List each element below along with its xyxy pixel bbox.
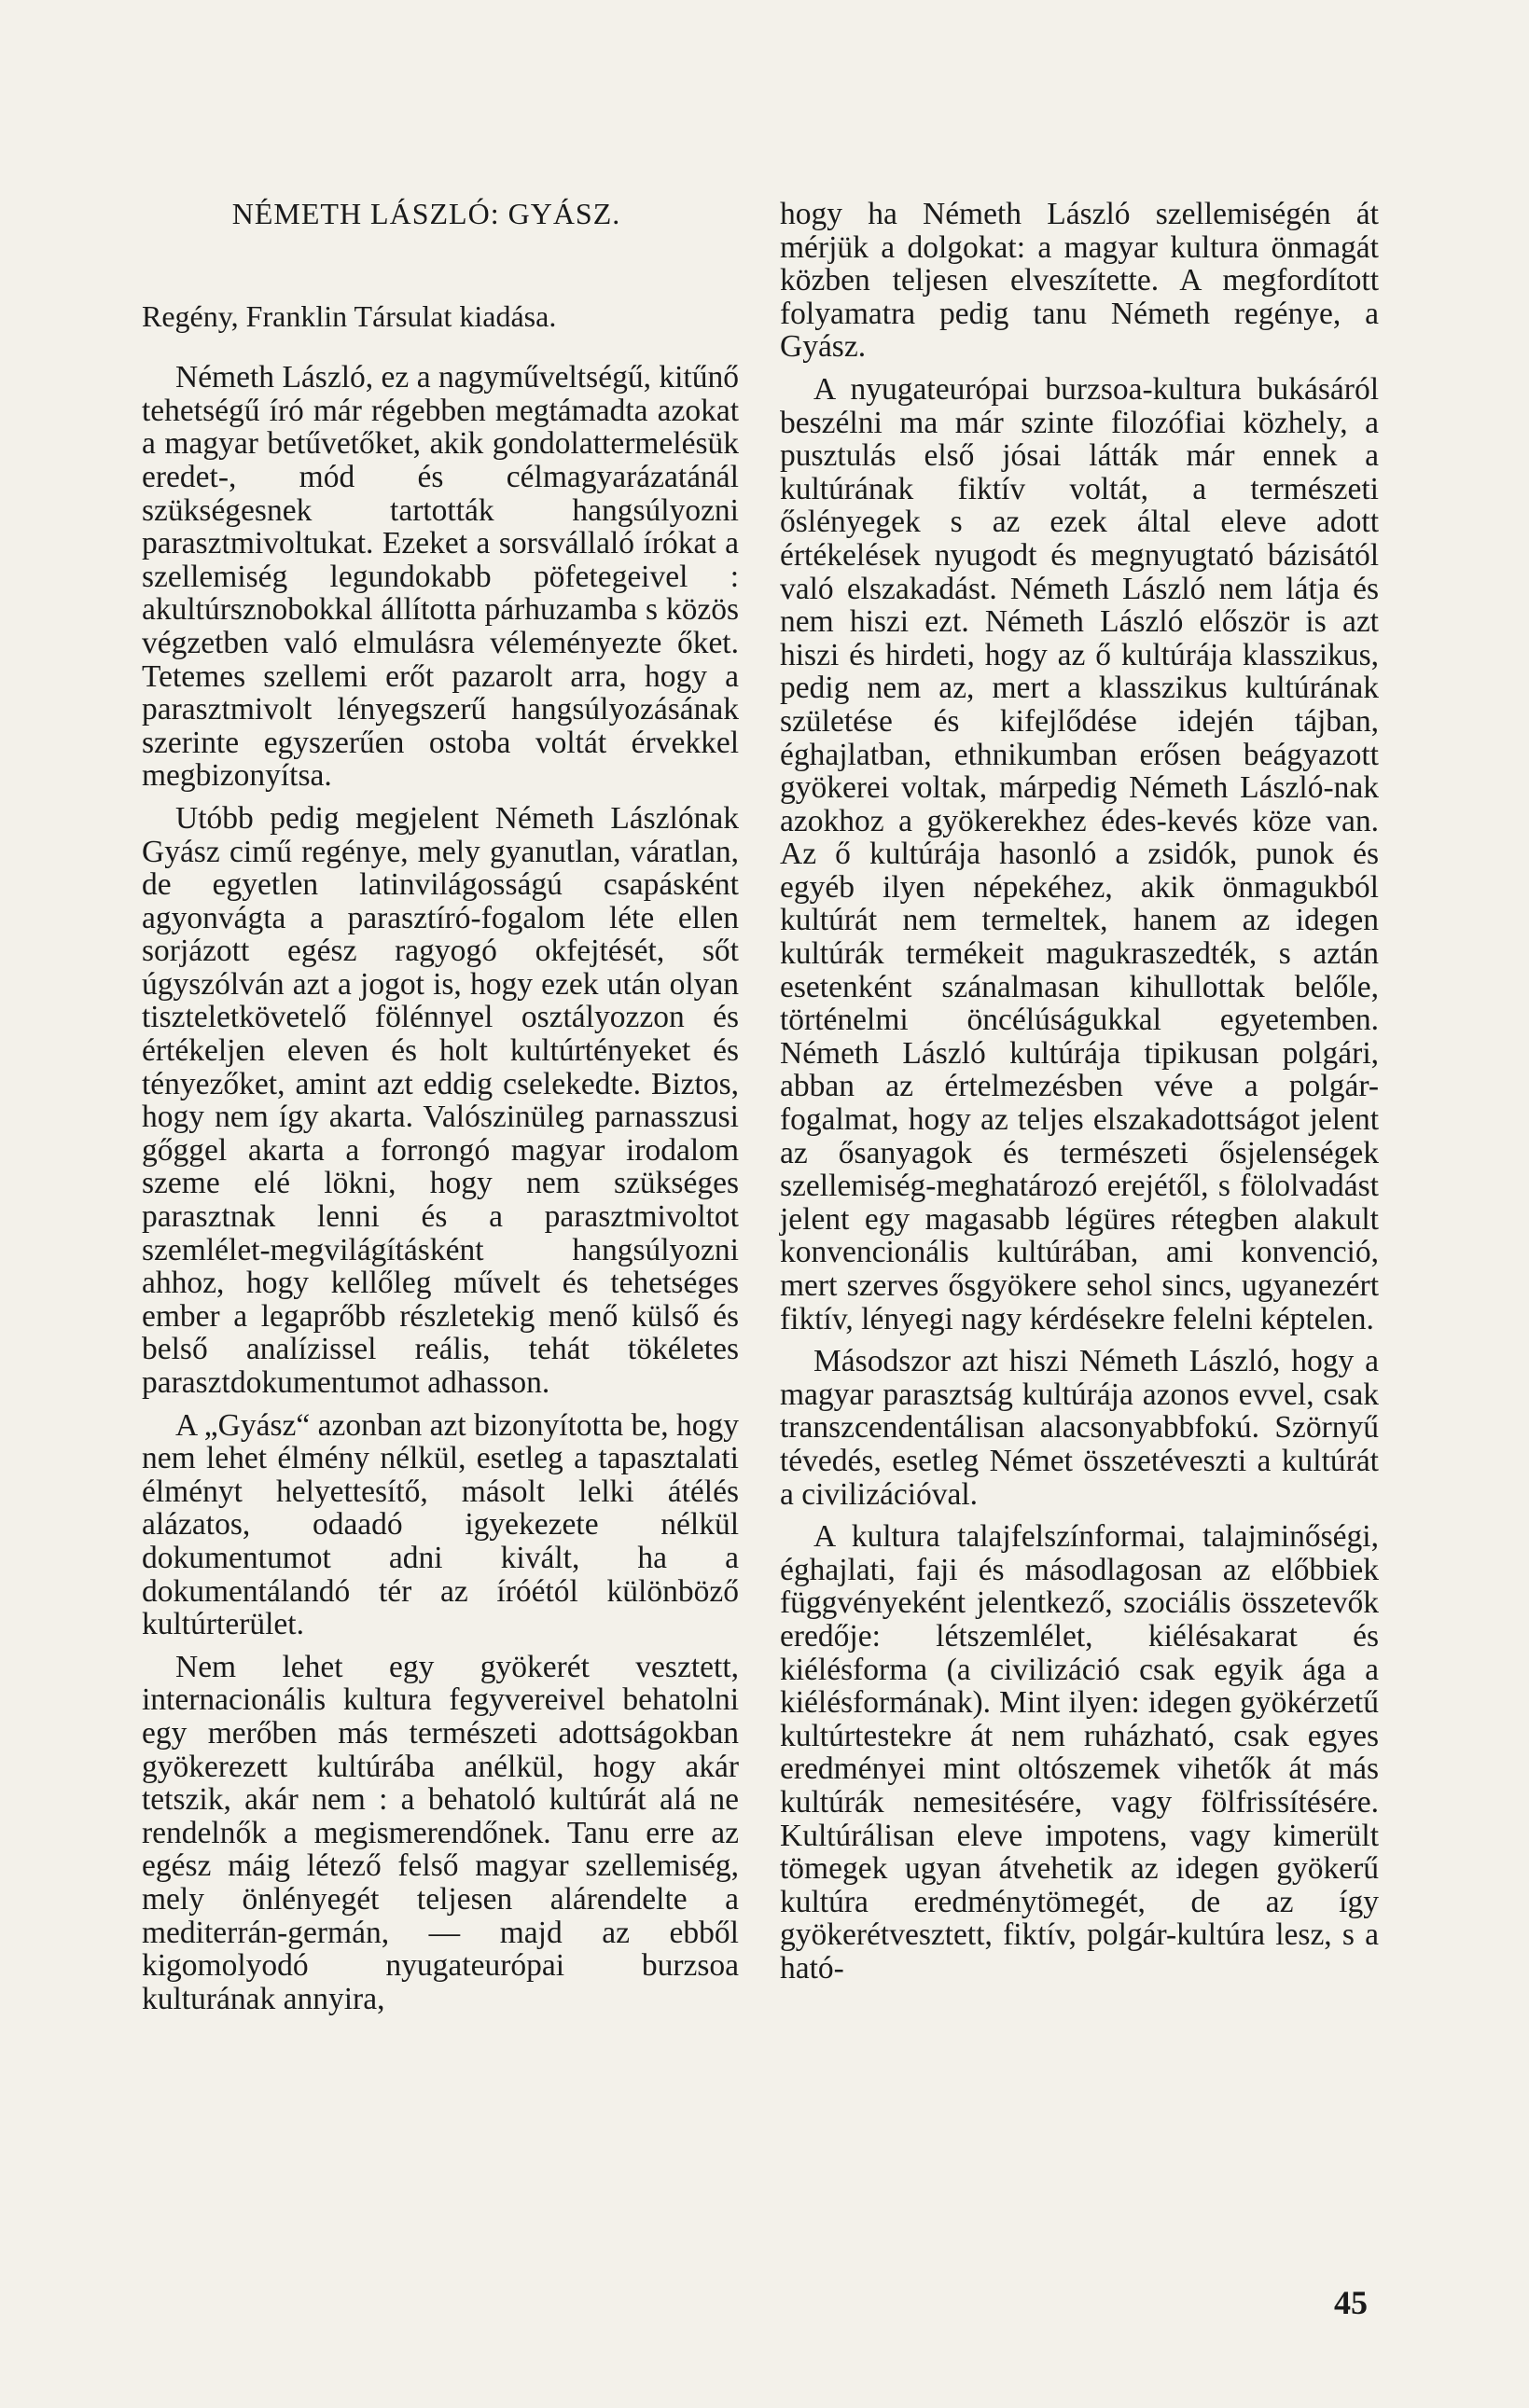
left-column <box>142 198 739 2015</box>
paragraph-continued: hogy ha Németh László szellemiségén át mérjük a dolgokat: a magyar kultura önmagát közben teljesen elveszítette. A megfordított folyamatra pedig tanu Németh regénye, a Gyász. <box>780 197 1379 365</box>
paragraph: A nyugateurópai burzsoa-kultura bukásáról beszélni ma már szinte filozófiai közhely, a pusztulás első jósai látták már ennek a kultúrának fiktív voltát, a természeti őslényegek s az ezek által eleve adott értékelések nyugodt és megnyugtató bázisától való elszakadást. Németh László nem látja és nem hiszi ezt. Németh László először is azt hiszi és hirdeti, hogy az ő kultúrája klasszikus, pedig nem az, mert a klasszikus kultúrának születése és kifejlődése idején tájban, éghajlatban, ethnikumban erősen beágyazott gyökerei voltak, márpedig Németh László-nak azokhoz a gyökerekhez édes-kevés köze van. Az ő kultúrája hasonló a zsidók, punok és egyéb ilyen népekéhez, akik önmagukból kultúrát nem termeltek, hanem az idegen kultúrák termékeit magukraszedték, s aztán esetenként szánalmasan kihullottak belőle, történelmi öncélúságukkal egyetemben. Németh László kultúrája tipikusan polgári, abban az értelmezésben véve a polgár-fogalmat, hogy az teljes elszakadottságot jelent az ősanyagok és természeti ősjelenségek szellemiség-meghatározó erejétől, s fölolvadást jelent egy magasabb légüres rétegben alakult konvencionális kultúrában, ami konvenció, mert szerves ősgyökere sehol sincs, ugyanezért fiktív, lényegi nagy kérdésekre felelni képtelen. <box>780 371 1379 1336</box>
page-number: 45 <box>1334 2284 1368 2321</box>
paragraph: A „Gyász“ azonban azt bizonyította be, hogy nem lehet élmény nélkül, esetleg a tapasztalati élményt helyettesítő, másolt lelki átélés alázatos, odaadó igyekezete nélkül dokumentumot adni kivált, ha a dokumentálandó tér az íróétól különböző kultúrterület. <box>142 1407 739 1642</box>
paragraph: Németh László, ez a nagyműveltségű, kitűnő tehetségű író már régebben megtámadta azokat a magyar betűvetőket, akik gondolattermelésük eredet-, mód és célmagyarázatánál szükségesnek tartották hangsúlyozni parasztmivoltukat. Ezeket a sorsvállaló írókat a szellemiség legundokabb pöfetegeivel : akultúrsznobokkal állította párhuzamba s közös végzetben való elmulásra véleményezte őket. Tetemes szellemi erőt pazarolt arra, hogy a parasztmivolt lényegszerű hangsúlyozásának szerinte egyszerűen ostoba voltát érvekkel megbizonyítsa. <box>142 360 739 794</box>
paragraph: Nem lehet egy gyökerét vesztett, internacionális kultura fegyvereivel behatolni egy merőben más természeti adottságokban gyökerezett kultúrába anélkül, hogy akár tetszik, akár nem : a behatoló kultúrát alá ne rendelnők a megismerendőnek. Tanu erre az egész máig létező felső magyar szellemiség, mely önlényegét teljesen alárendelte a mediterrán-germán, — majd az ebből kigomolyodó nyugateurópai burzsoa kulturának annyira, <box>142 1649 739 2016</box>
right-column <box>780 198 1379 1985</box>
paragraph: Utóbb pedig megjelent Németh Lászlónak Gyász cimű regénye, mely gyanutlan, váratlan, de egyetlen latinvilágosságú csapásként agyonvágta a parasztíró-fogalom léte ellen sorjázott egész ragyogó okfejtését, sőt úgyszólván azt a jogot is, hogy ezek után olyan tiszteletkövetelő fölénnyel osztályozzon és értékeljen eleven és holt kultúrtényeket és tényezőket, amint azt eddig cselekedte. Biztos, hogy nem így akarta. Valószinüleg parnasszusi gőggel akarta a forrongó magyar irodalom szeme elé lökni, hogy nem szükséges parasztnak lenni és a parasztmivoltot szemlélet-megvilágításként hangsúlyozni ahhoz, hogy kellőleg művelt és tehetséges ember a legaprőbb részletekig menő külső és belső analízissel reális, tehát tökéletes parasztdokumentumot adhasson. <box>142 800 739 1400</box>
paragraph: Másodszor azt hiszi Németh László, hogy a magyar parasztság kultúrája azonos evvel, csak transzcendentálisan alacsonyabbfokú. Szörnyű tévedés, esetleg Német összetéveszti a kultúrát a civilizációval. <box>780 1344 1379 1512</box>
article-subtitle: Regény, Franklin Társulat kiadása. <box>142 298 557 333</box>
article-title: NÉMETH LÁSZLÓ: GYÁSZ. <box>231 197 621 230</box>
paragraph: A kultura talajfelszínformai, talajminőségi, éghajlati, faji és másodlagosan az előbbiek függvényeként jelentkező, szociális összetevők eredője: létszemlélet, kiélésakarat és kiélésforma (a civilizáció csak egyik ága a kiélésformának). Mint ilyen: idegen gyökérzetű kultúrtestekre át nem ruházható, csak egyes eredményei mint oltószemek vihetők át más kultúrák nemesitésére, vagy fölfrissítésére. Kultúrálisan eleve impotens, vagy kimerült tömegek ugyan átvehetik az idegen gyökerű kultúra eredménytömegét, de az így gyökerétvesztett, fiktív, polgár-kultúra lesz, s a ható- <box>780 1519 1379 1986</box>
